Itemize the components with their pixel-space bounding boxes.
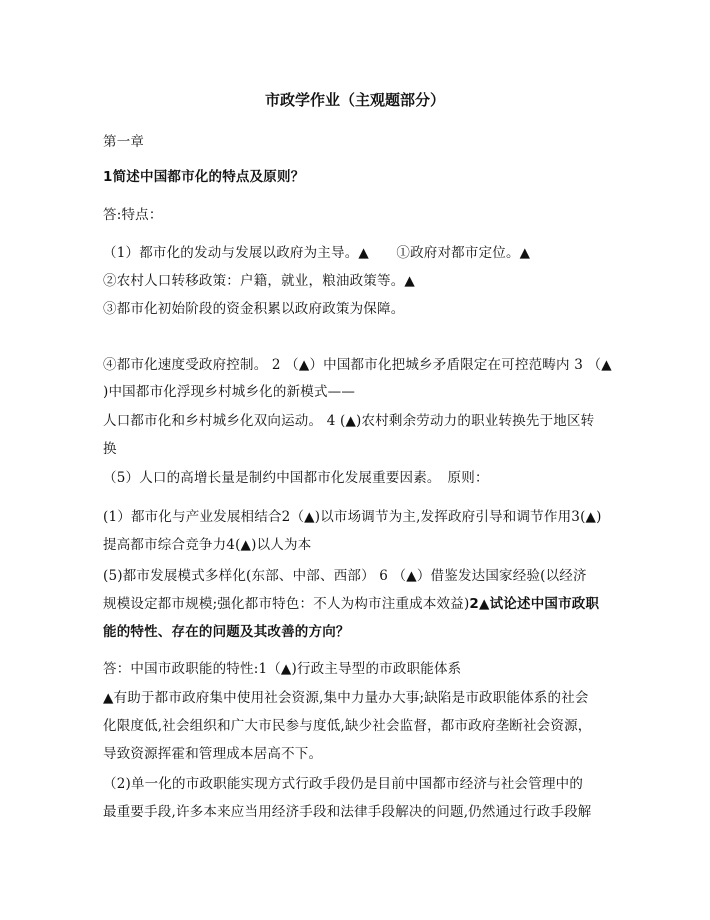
question-1-heading: 1简述中国都市化的特点及原则？ xyxy=(103,169,305,185)
body-line: （2)单一化的市政职能实现方式行政手段仍是目前中国都市经济与社会管理中的 xyxy=(103,776,584,792)
page-title: 市政学作业（主观题部分） xyxy=(264,91,445,109)
body-line: 最重要手段,许多本来应当用经济手段和法律手段解决的问题,仍然通过行政手段解 xyxy=(103,804,592,820)
body-line: 换 xyxy=(103,441,117,457)
body-line: ④都市化速度受政府控制。 2 （▲）中国都市化把城乡矛盾限定在可控范畴内 3 （▲ xyxy=(103,357,612,373)
answer-label: 答:特点： xyxy=(103,207,163,223)
question-2-heading: 2▲试论述中国市政职 xyxy=(469,596,600,612)
body-line: 答：中国市政职能的特性:1（▲)行政主导型的市政职能体系 xyxy=(103,661,462,677)
body-line-text: 规模设定都市规模;强化都市特色：不人为构市注重成本效益) xyxy=(103,596,470,612)
body-line: )中国都市化浮现乡村城乡化的新模式—— xyxy=(103,384,356,400)
body-line: 导致资源挥霍和管理成本居高不下。 xyxy=(103,746,323,762)
question-2-heading-continued: 能的特性、存在的问题及其改善的方向？ xyxy=(103,624,350,640)
body-line: （5）人口的高增长量是制约中国都市化发展重要因素。 原则： xyxy=(103,470,489,486)
body-line: 人口都市化和乡村城乡化双向运动。 4 (▲)农村剩余劳动力的职业转换先于地区转 xyxy=(103,413,595,429)
body-line: 化限度低,社会组织和广大市民参与度低,缺少社会监督，都市政府垄断社会资源， xyxy=(103,718,592,734)
body-line: 提高都市综合竞争力4(▲)以人为本 xyxy=(103,537,312,553)
body-line: (1）都市化与产业发展相结合2（▲)以市场调节为主,发挥政府引导和调节作用3(▲) xyxy=(103,509,602,525)
body-line: ③都市化初始阶段的资金积累以政府政策为保障。 xyxy=(103,301,405,317)
body-line: (5)都市发展模式多样化(东部、中部、西部） 6 （▲）借鉴发达国家经验(以经济 xyxy=(103,568,587,584)
chapter-heading: 第一章 xyxy=(103,134,145,150)
body-line xyxy=(103,594,613,614)
body-line: ②农村人口转移政策：户籍，就业，粮油政策等。▲ xyxy=(103,273,415,289)
body-line: ▲有助于都市政府集中使用社会资源,集中力量办大事;缺陷是市政职能体系的社会 xyxy=(103,690,589,706)
body-line: （1）都市化的发动与发展以政府为主导。▲ ①政府对都市定位。▲ xyxy=(103,245,531,261)
